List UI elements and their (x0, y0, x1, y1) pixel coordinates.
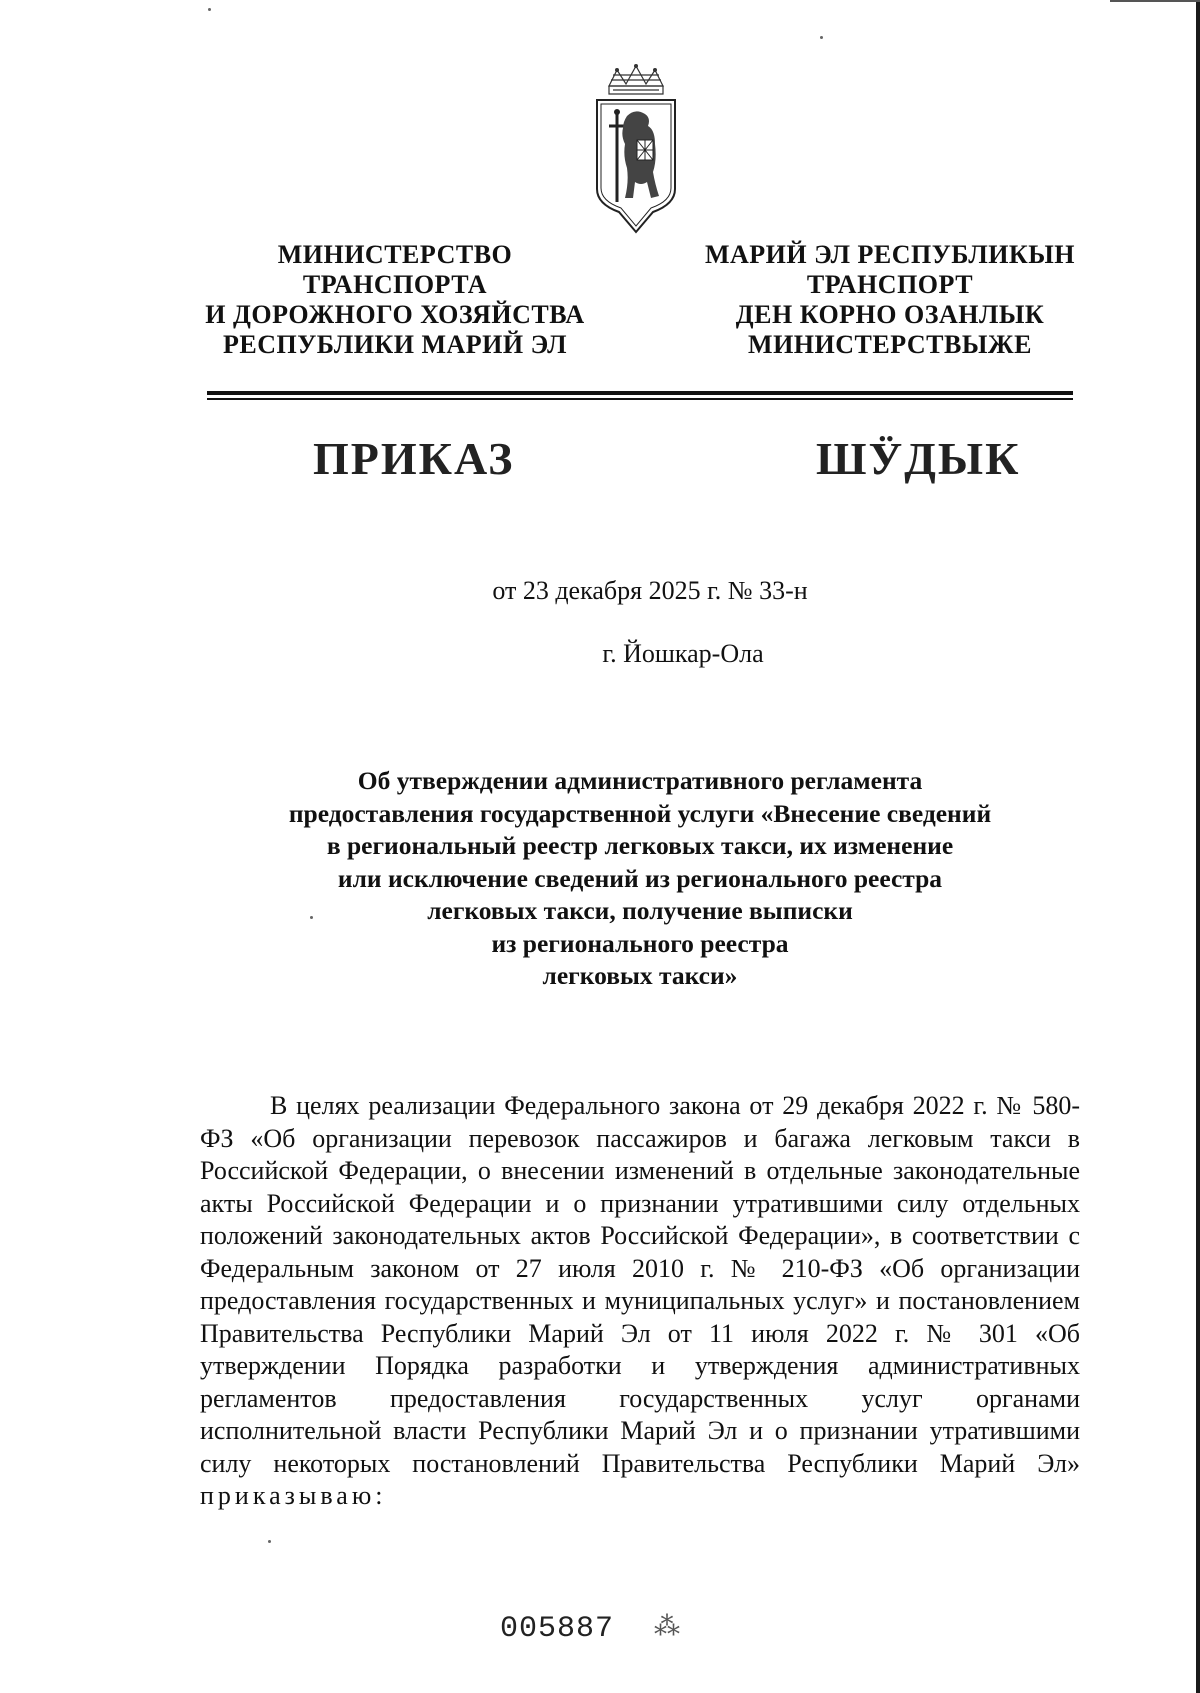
ministry-name-mari (700, 240, 1080, 360)
coat-of-arms-icon (593, 64, 679, 234)
order-date-number-row (0, 576, 1200, 606)
order-subject-line: в региональный реестр легковых такси, их изменение (326, 831, 954, 860)
ministry-name-mari-line: ДЕН КОРНО ОЗАНЛЫК (735, 300, 1045, 329)
order-subject-line: из регионального реестра (491, 928, 789, 958)
ministry-name-ru-line: ТРАНСПОРТА (302, 270, 488, 299)
asterisk-mark-icon: ⁂ (654, 1612, 680, 1641)
order-operative-word: приказываю: (200, 1481, 387, 1510)
scan-speck (268, 1540, 271, 1543)
serial-number: 005887 (500, 1612, 615, 1646)
order-date-number: от 23 декабря 2025 г. № 33-н (492, 576, 808, 605)
order-city-row (0, 639, 1200, 669)
order-subject-line: или исключение сведений из регионального реестра (337, 863, 943, 893)
order-subject (190, 765, 1090, 993)
order-preamble (200, 1090, 1080, 1513)
order-subject-line: легковых такси, получение выписки (427, 896, 853, 925)
order-subject-line: Об утверждении административного регламента (357, 766, 923, 795)
scan-edge (1196, 0, 1200, 1693)
scan-speck (208, 8, 211, 11)
ministry-name-ru-line: И ДОРОЖНОГО ХОЗЯЙСТВА (205, 300, 585, 329)
ministry-name-ru-line: МИНИСТЕРСТВО (277, 240, 513, 269)
ministry-name-ru (190, 240, 600, 360)
ministry-name-ru-line: РЕСПУБЛИКИ МАРИЙ ЭЛ (222, 330, 568, 359)
order-city: г. Йошкар-Ола (602, 639, 764, 668)
ministry-name-mari-line: МИНИСТЕРСТВЫЖЕ (748, 330, 1032, 359)
scan-speck (310, 916, 313, 919)
order-subject-line: легковых такси» (542, 961, 738, 990)
order-subject-line: предоставления государственной услуги «Внесение сведений (288, 798, 992, 828)
ministry-name-mari-line: МАРИЙ ЭЛ РЕСПУБЛИКЫН (704, 240, 1076, 269)
ministry-name-mari-line: ТРАНСПОРТ (806, 270, 974, 299)
header-divider-thick (207, 391, 1073, 395)
scan-edge-top (1110, 0, 1200, 2)
order-title-ru: ПРИКАЗ (313, 433, 515, 484)
scan-speck (820, 36, 823, 39)
header-divider-thin (207, 398, 1073, 400)
order-title-mari: ШӰДЫК (816, 433, 1021, 484)
order-preamble-text: В целях реализации Федерального закона от 29 декабря 2022 г. № 580-ФЗ «Об организации перевозок пассажиров и багажа легковым такси в Российской Федерации, о внесении изменений в отдельные законодательные акты Российской Федерации и о признании утратившими силу отдельных положений законодательных актов Российской Федерации», в соответствии с Федеральным законом от 27 июля 2010 г. № 210-ФЗ «Об организации предоставления государственных и муниципальных услуг» и постановлением Правительства Республики Марий Эл от 11 июля 2022 г. № 301 «Об утверждении Порядка разработки и утверждения административных регламентов предоставления государственных услуг органами исполнительной власти Республики Марий Эл и о признании утратившими силу некоторых постановлений Правительства Республики Марий Эл» (200, 1091, 1080, 1478)
